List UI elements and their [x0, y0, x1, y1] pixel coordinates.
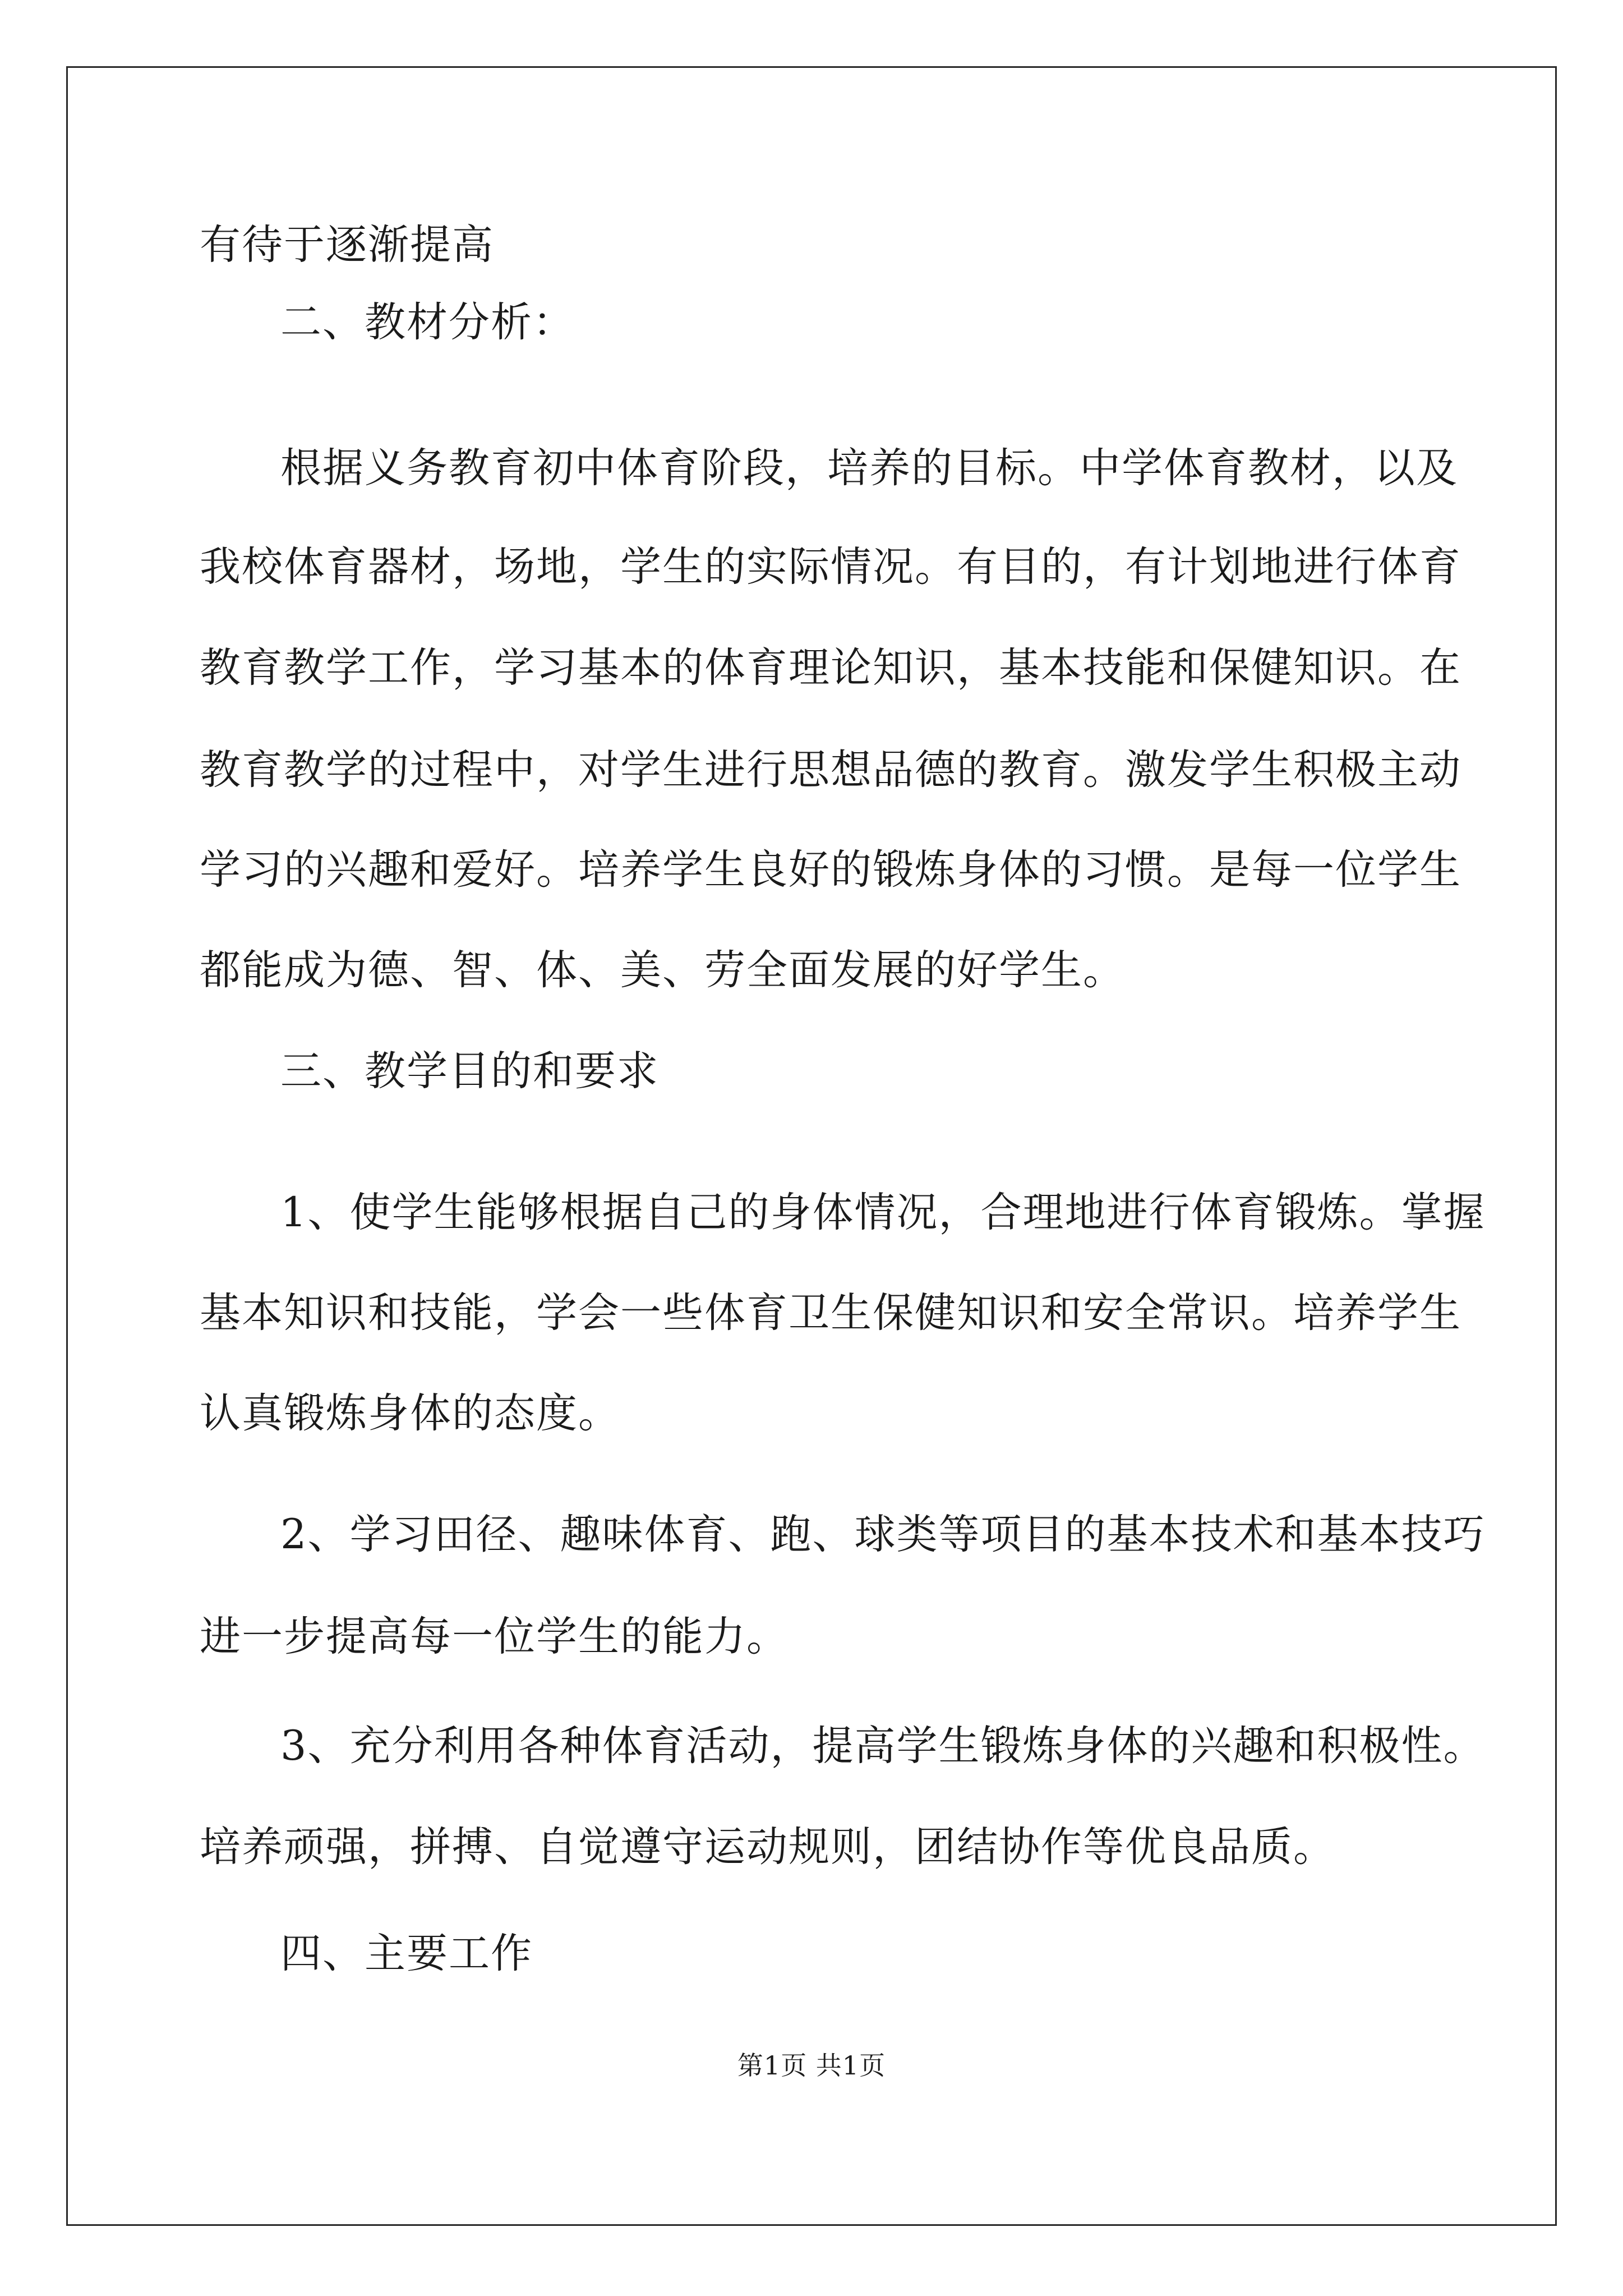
text-line: 1、使学生能够根据自己的身体情况，合理地进行体育锻炼。掌握 [280, 1189, 1486, 1236]
text-line: 都能成为德、智、体、美、劳全面发展的好学生。 [200, 946, 1125, 994]
text-line: 学习的兴趣和爱好。培养学生良好的锻炼身体的习惯。是每一位学生 [200, 846, 1461, 894]
text-line: 有待于逐渐提高 [200, 221, 494, 269]
section-heading: 四、主要工作 [280, 1930, 533, 1977]
text-line: 进一步提高每一位学生的能力。 [200, 1613, 789, 1660]
text-line: 基本知识和技能，学会一些体育卫生保健知识和安全常识。培养学生 [200, 1289, 1461, 1337]
text-line: 根据义务教育初中体育阶段，培养的目标。中学体育教材，以及 [280, 444, 1458, 492]
section-heading: 二、教材分析： [280, 298, 575, 346]
text-line: 我校体育器材，场地，学生的实际情况。有目的，有计划地进行体育 [200, 543, 1461, 591]
text-line: 3、充分利用各种体育活动，提高学生锻炼身体的兴趣和积极性。 [280, 1722, 1486, 1770]
text-line: 培养顽强，拼搏、自觉遵守运动规则，团结协作等优良品质。 [200, 1823, 1335, 1871]
section-heading: 三、教学目的和要求 [280, 1047, 659, 1095]
text-line: 教育教学的过程中，对学生进行思想品德的教育。激发学生积极主动 [200, 746, 1461, 794]
page-border [66, 66, 1557, 2226]
text-line: 教育教学工作，学习基本的体育理论知识，基本技能和保健知识。在 [200, 644, 1461, 692]
text-line: 2、学习田径、趣味体育、跑、球类等项目的基本技术和基本技巧 [280, 1511, 1486, 1558]
page-number: 第1页 共1页 [737, 2050, 886, 2081]
text-line: 认真锻炼身体的态度。 [200, 1389, 620, 1437]
